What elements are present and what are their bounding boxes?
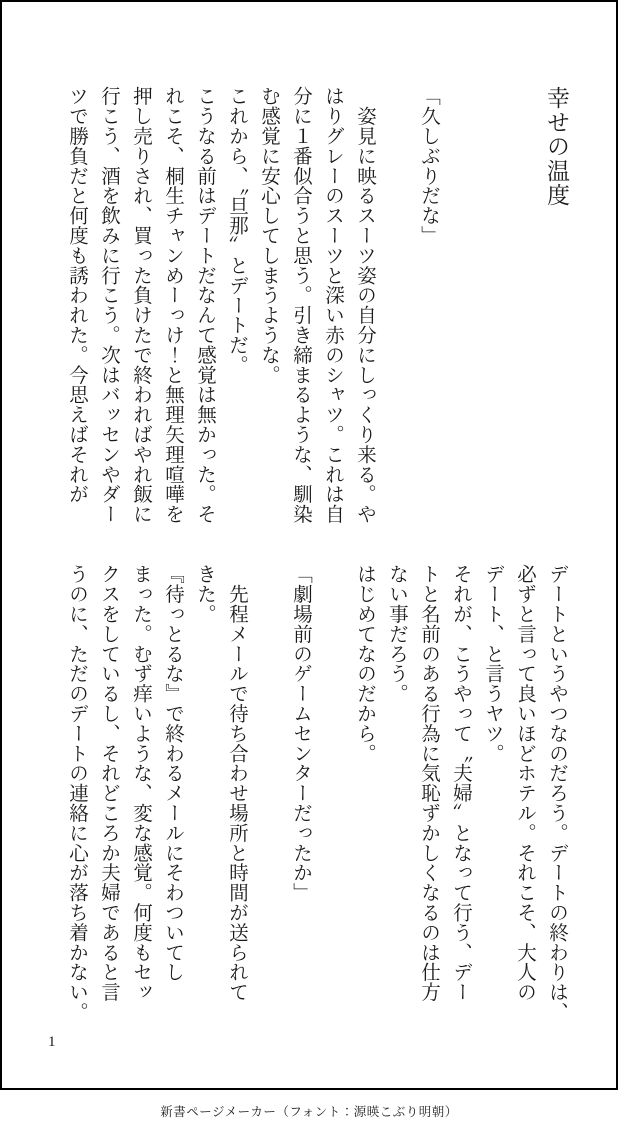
text-line: 分に１番似合うと思う。引き締まるような、馴染 bbox=[290, 86, 311, 524]
text-line: まった。むず痒いような、変な感覚。何度もセッ bbox=[130, 564, 151, 1002]
blank-line bbox=[444, 86, 476, 524]
vertical-text-band-bottom bbox=[44, 564, 572, 1022]
text-line: はじめてなのだから。 bbox=[354, 564, 375, 763]
text-line: む感覚に安心してしまうような。 bbox=[258, 86, 279, 385]
text-line: 「久しぶりだな」 bbox=[418, 86, 439, 246]
text-line: トと名前のある行為に気恥ずかしくなるのは仕方 bbox=[418, 564, 439, 1002]
text-line: 姿見に映るスーツ姿の自分にしっくり来る。や bbox=[354, 86, 375, 524]
text-line: ない事だろう。 bbox=[386, 564, 407, 704]
text-line: クスをしているし、それどころか夫婦であると言 bbox=[98, 564, 119, 1002]
text-line: 押し売りされ、買った負けたで終わればやれ飯に bbox=[130, 86, 151, 524]
blank-line bbox=[476, 86, 508, 524]
vertical-text-band-top bbox=[44, 86, 572, 524]
text-line: デート、と言うヤツ。 bbox=[482, 564, 503, 763]
text-line: うのに、ただのデートの連絡に心が落ち着かない。 bbox=[66, 564, 87, 1022]
page-content bbox=[44, 86, 572, 1022]
text-line: ツで勝負だと何度も誘われた。今思えばそれが bbox=[66, 86, 87, 504]
blank-line bbox=[380, 86, 412, 524]
text-line: 『待っとるな』で終わるメールにそわついてし bbox=[162, 564, 183, 982]
text-line: それが、こうやって〝夫婦〟となって行う、デー bbox=[450, 564, 471, 1002]
page-number: 1 bbox=[48, 1034, 56, 1050]
page-title: 幸せの温度 bbox=[544, 86, 569, 207]
text-line: 行こう、酒を飲みに行こう。次はバッセンやダー bbox=[98, 86, 119, 524]
text-line: 「劇場前のゲームセンターだったか」 bbox=[290, 564, 311, 903]
text-line: きた。 bbox=[194, 564, 215, 624]
blank-line bbox=[252, 564, 284, 1019]
text-line: デートというやつなのだろう。デートの終わりは、 bbox=[546, 564, 567, 1022]
text-line: こうなる前はデートだなんて感覚は無かった。そ bbox=[194, 86, 215, 524]
text-line: はりグレーのスーツと深い赤のシャツ。これは自 bbox=[322, 86, 343, 524]
blank-line bbox=[508, 86, 540, 524]
blank-line bbox=[316, 564, 348, 1019]
text-line: 先程メールで待ち合わせ場所と時間が送られて bbox=[226, 564, 247, 1002]
text-line: れこそ、桐生チャンめーっけ！と無理矢理喧嘩を bbox=[162, 86, 183, 524]
text-line: これから、〝旦那〟とデートだ。 bbox=[226, 86, 247, 375]
text-line: 必ずと言って良いほどホテル。それこそ、大人の bbox=[514, 564, 535, 1002]
footer-credit: 新書ページメーカー（フォント：源暎こぶり明朝） bbox=[160, 1105, 458, 1119]
